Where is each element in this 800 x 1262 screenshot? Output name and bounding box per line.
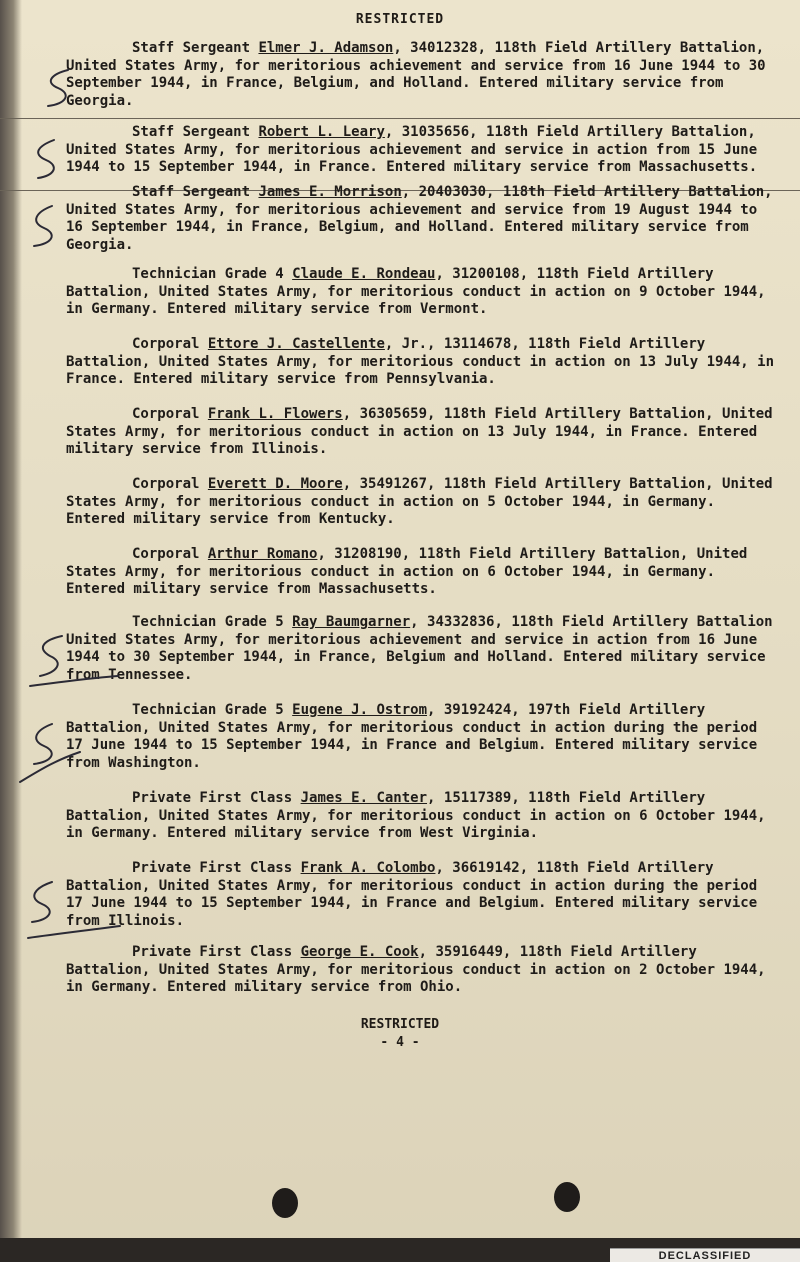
recipient-name: Arthur Romano — [207, 546, 318, 562]
recipient-name: Elmer J. Adamson — [258, 40, 394, 56]
citation-entry: Technician Grade 4 Claude E. Rondeau, 31200108, 118th Field Artillery Battalion, United States Army, for meritorious conduct in action on 9 October 1944, in Germany. Entered military service from Vermont. — [66, 266, 766, 317]
citation-entry: Private First Class James E. Canter, 15117389, 118th Field Artillery Battalion, United States Army, for meritorious conduct in action on 6 October 1944, in Germany. Entered military service from West Virginia. — [66, 790, 766, 841]
paper-strip-edge — [0, 118, 800, 119]
punch-hole — [554, 1182, 580, 1212]
declassified-stamp: DECLASSIFIED — [610, 1248, 800, 1262]
recipient-name: George E. Cook — [300, 944, 419, 960]
citation-entry: Private First Class Frank A. Colombo, 36619142, 118th Field Artillery Battalion, United States Army, for meritorious conduct in action during the period 17 June 1944 to 15 September 1944, in France and Belgium. Entered military service from Illinois. — [66, 860, 758, 929]
citation-entry: Technician Grade 5 Ray Baumgarner, 34332836, 118th Field Artillery Battalion United States Army, for meritorious achievement and service in action from 16 June 1944 to 30 September 1944, in France, Belgium and Holland. Entered military service from Tennessee. — [66, 614, 773, 683]
page-number: - 4 - — [380, 1035, 420, 1050]
citation-entry: Corporal Frank L. Flowers, 36305659, 118th Field Artillery Battalion, United States Army, for meritorious conduct in action on 13 July 1944, in France. Entered military service from Illinois. — [66, 406, 773, 457]
recipient-name: Frank L. Flowers — [207, 406, 343, 422]
check-mark — [32, 882, 52, 922]
check-mark — [34, 724, 52, 764]
recipient-name: Frank A. Colombo — [300, 860, 436, 876]
classification-footer: RESTRICTED — [360, 1017, 440, 1032]
recipient-name: Everett D. Moore — [207, 476, 343, 492]
recipient-name: Eugene J. Ostrom — [292, 702, 428, 718]
punch-hole — [272, 1188, 298, 1218]
classification-header: RESTRICTED — [355, 12, 445, 27]
check-mark — [38, 140, 54, 178]
check-mark — [34, 206, 52, 246]
citation-entry: Technician Grade 5 Eugene J. Ostrom, 39192424, 197th Field Artillery Battalion, United States Army, for meritorious conduct in action during the period 17 June 1944 to 15 September 1944, in France and Belgium. Entered military service from Washington. — [66, 702, 758, 771]
check-mark — [40, 636, 62, 676]
recipient-name: James E. Morrison — [258, 184, 402, 200]
recipient-name: Robert L. Leary — [258, 124, 385, 140]
recipient-name: James E. Canter — [300, 790, 428, 806]
citation-entry: Corporal Arthur Romano, 31208190, 118th Field Artillery Battalion, United States Army, for meritorious conduct in action on 6 October 1944, in Germany. Entered military service from Massachusetts. — [66, 546, 748, 597]
citation-entry: Private First Class George E. Cook, 35916449, 118th Field Artillery Battalion, United States Army, for meritorious conduct in action on 2 October 1944, in Germany. Entered military service from Ohio. — [66, 944, 766, 995]
recipient-name: Ray Baumgarner — [292, 614, 411, 630]
page-footer — [0, 1016, 800, 1052]
recipient-name: Ettore J. Castellente — [207, 336, 385, 352]
recipient-name: Claude E. Rondeau — [292, 266, 436, 282]
citation-entry: Staff Sergeant Robert L. Leary, 31035656, 118th Field Artillery Battalion, United States Army, for meritorious achievement and service in action from 15 June 1944 to 15 September 1944, in France. Entered military service from Massachusetts. — [66, 124, 758, 175]
citation-entry: Staff Sergeant James E. Morrison, 20403030, 118th Field Artillery Battalion, United States Army, for meritorious achievement and service from 19 August 1944 to 16 September 1944, in France, Belgium, and Holland. Entered military service from Georgia. — [66, 184, 773, 253]
citation-entry: Staff Sergeant Elmer J. Adamson, 34012328, 118th Field Artillery Battalion, United States Army, for meritorious achievement and service from 16 June 1944 to 30 September 1944, in France, Belgium, and Holland. Entered military service from Georgia. — [66, 40, 766, 109]
check-mark — [48, 70, 68, 106]
citation-entry: Corporal Everett D. Moore, 35491267, 118th Field Artillery Battalion, United States Army, for meritorious conduct in action on 5 October 1944, in Germany. Entered military service from Kentucky. — [66, 476, 773, 527]
citation-entry: Corporal Ettore J. Castellente, Jr., 13114678, 118th Field Artillery Battalion, United States Army, for meritorious conduct in action on 13 July 1944, in France. Entered military service from Pennsylvania. — [66, 336, 775, 387]
